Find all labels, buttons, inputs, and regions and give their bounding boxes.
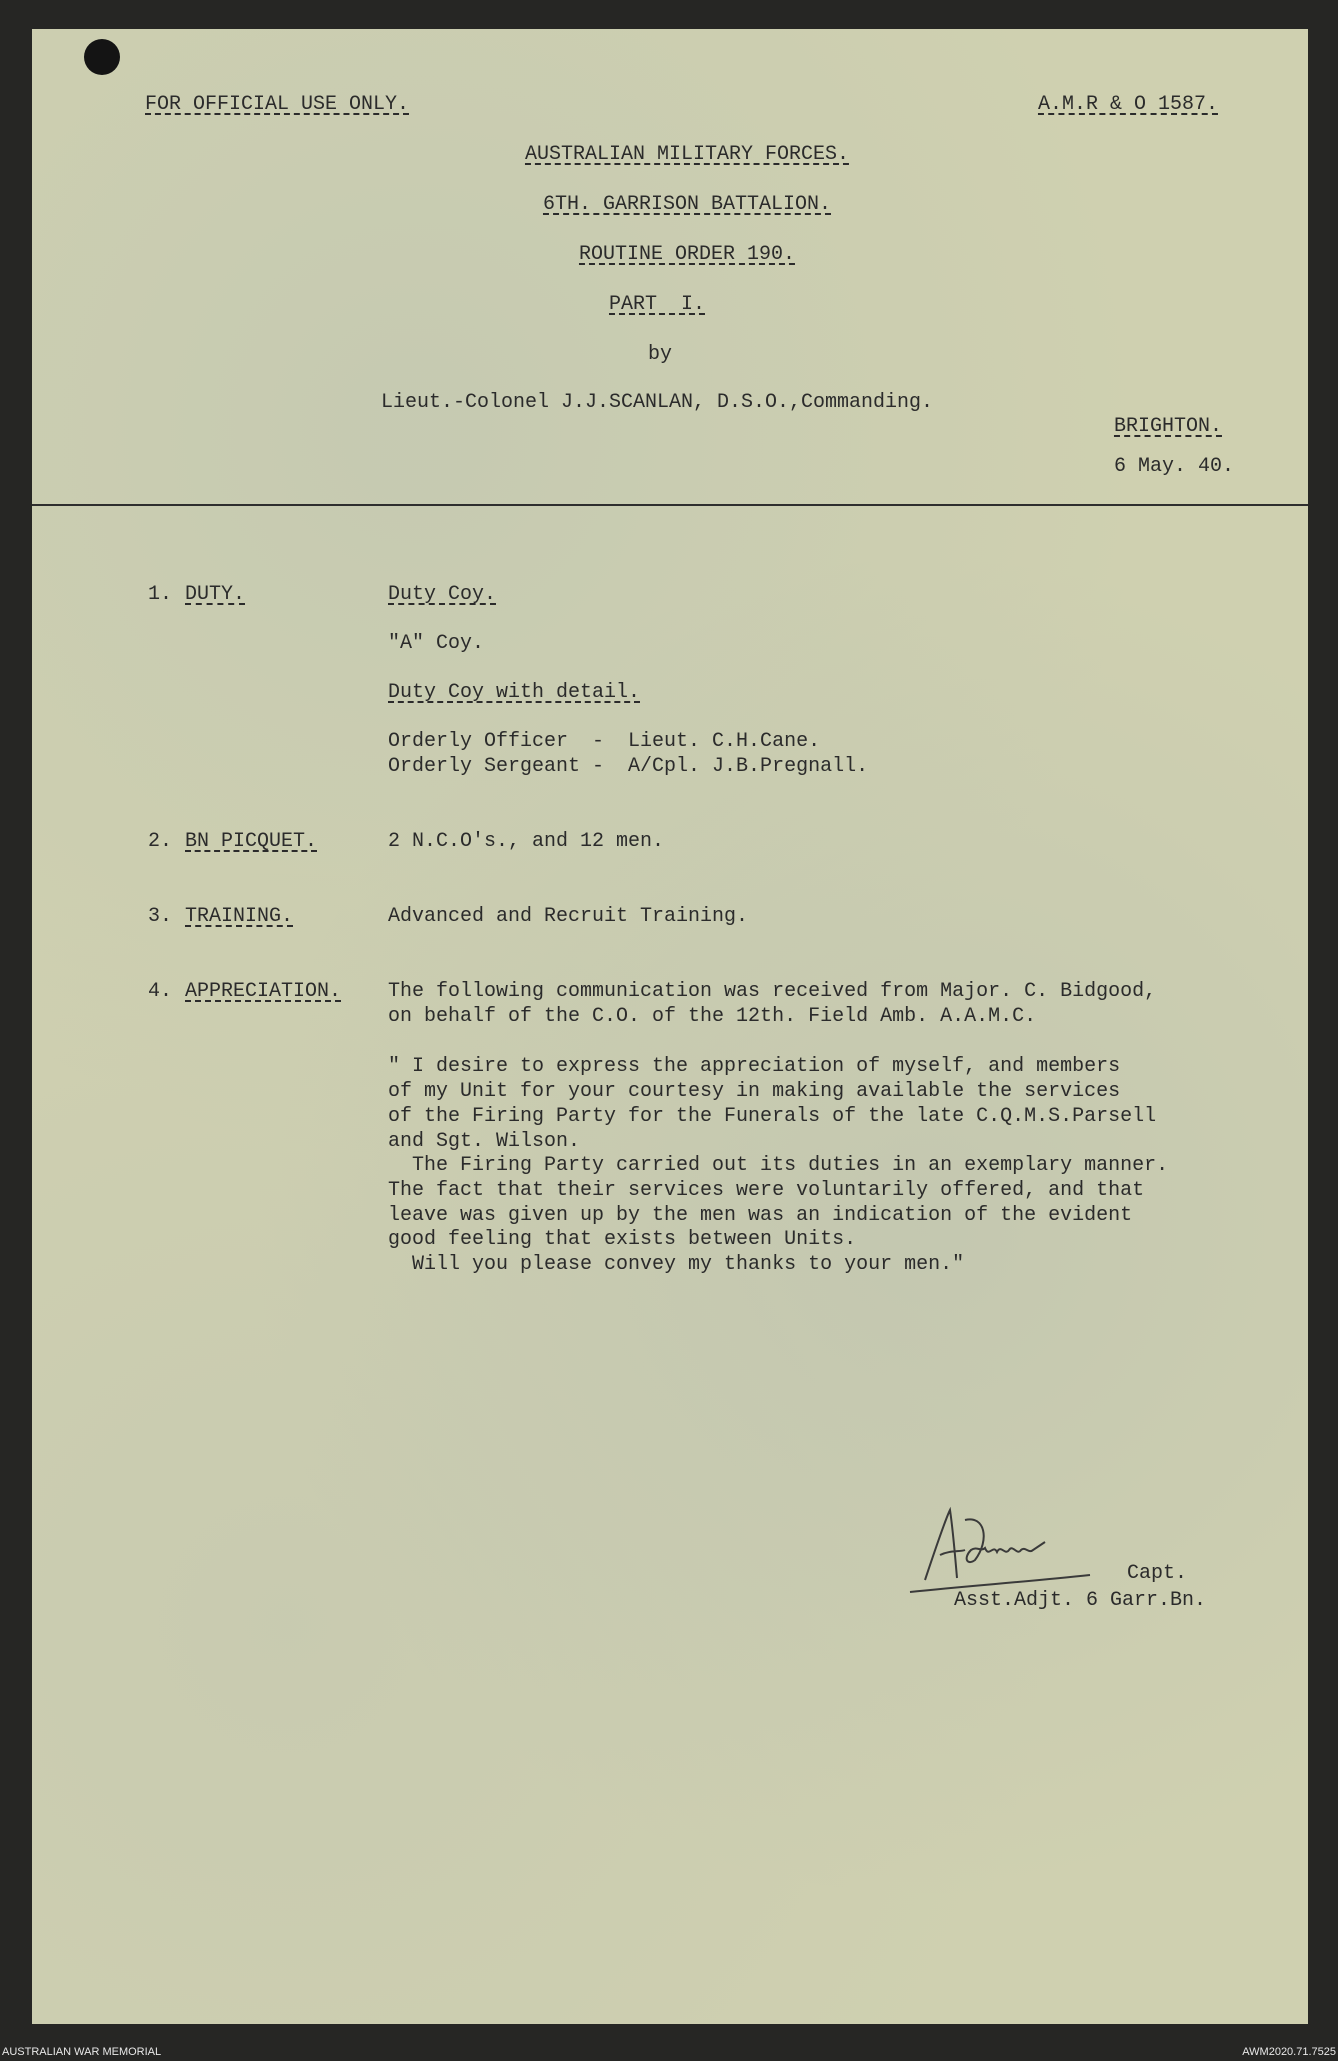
punch-hole [84,39,120,75]
item-line: on behalf of the C.O. of the 12th. Field Amb. A.A.M.C. [388,1005,1037,1028]
org-title: AUSTRALIAN MILITARY FORCES. [524,143,850,166]
item-number: 2. [148,830,173,853]
item-line: "A" Coy. [388,632,485,655]
commander: Lieut.-Colonel J.J.SCANLAN, D.S.O.,Commanding. [380,391,934,414]
place: BRIGHTON. [1113,415,1222,438]
footer-accession-number: AWM2020.71.7525 [1242,2046,1336,2058]
item-line: Duty Coy with detail. [388,681,641,704]
item-line: The following communication was received from Major. C. Bidgood, [388,980,1157,1003]
unit-title: 6TH. GARRISON BATTALION. [542,193,832,216]
signatory-rank: Capt. [1127,1562,1188,1585]
footer-credit: AUSTRALIAN WAR MEMORIAL [2,2046,162,2058]
signatory-title: Asst.Adjt. 6 Garr.Bn. [954,1589,1207,1612]
item-number: 1. [148,583,173,606]
item-heading: BN PICQUET. [185,830,318,853]
item-line: Advanced and Recruit Training. [388,905,749,928]
quote-line: and Sgt. Wilson. [388,1130,581,1153]
item-number: 4. [148,980,173,1003]
handwritten-signature [905,1500,1125,1600]
quote-line: " I desire to express the appreciation of myself, and members [388,1055,1121,1078]
quote-line: The Firing Party carried out its duties in an exemplary manner. [388,1154,1169,1177]
by-label: by [647,343,673,366]
quote-line: good feeling that exists between Units. [388,1228,857,1251]
classification: FOR OFFICIAL USE ONLY. [145,93,410,116]
quote-line: of the Firing Party for the Funerals of the late C.Q.M.S.Parsell [388,1105,1157,1128]
quote-line: The fact that their services were voluntarily offered, and that [388,1179,1145,1202]
header-divider [32,504,1308,506]
part-title: PART I. [608,293,706,316]
item-line: Orderly Officer - Lieut. C.H.Cane. [388,730,821,753]
date: 6 May. 40. [1113,455,1234,478]
reference-number: A.M.R & O 1587. [1037,93,1218,116]
order-title: ROUTINE ORDER 190. [578,243,796,266]
item-line: 2 N.C.O's., and 12 men. [388,830,665,853]
item-line: Duty Coy. [388,583,497,606]
item-heading: TRAINING. [185,905,294,928]
quote-line: leave was given up by the men was an indication of the evident [388,1204,1133,1227]
item-line: Orderly Sergeant - A/Cpl. J.B.Pregnall. [388,755,869,778]
item-number: 3. [148,905,173,928]
item-heading: APPRECIATION. [185,980,342,1003]
item-heading: DUTY. [185,583,246,606]
quote-line: Will you please convey my thanks to your men." [388,1253,965,1276]
quote-line: of my Unit for your courtesy in making available the services [388,1080,1121,1103]
